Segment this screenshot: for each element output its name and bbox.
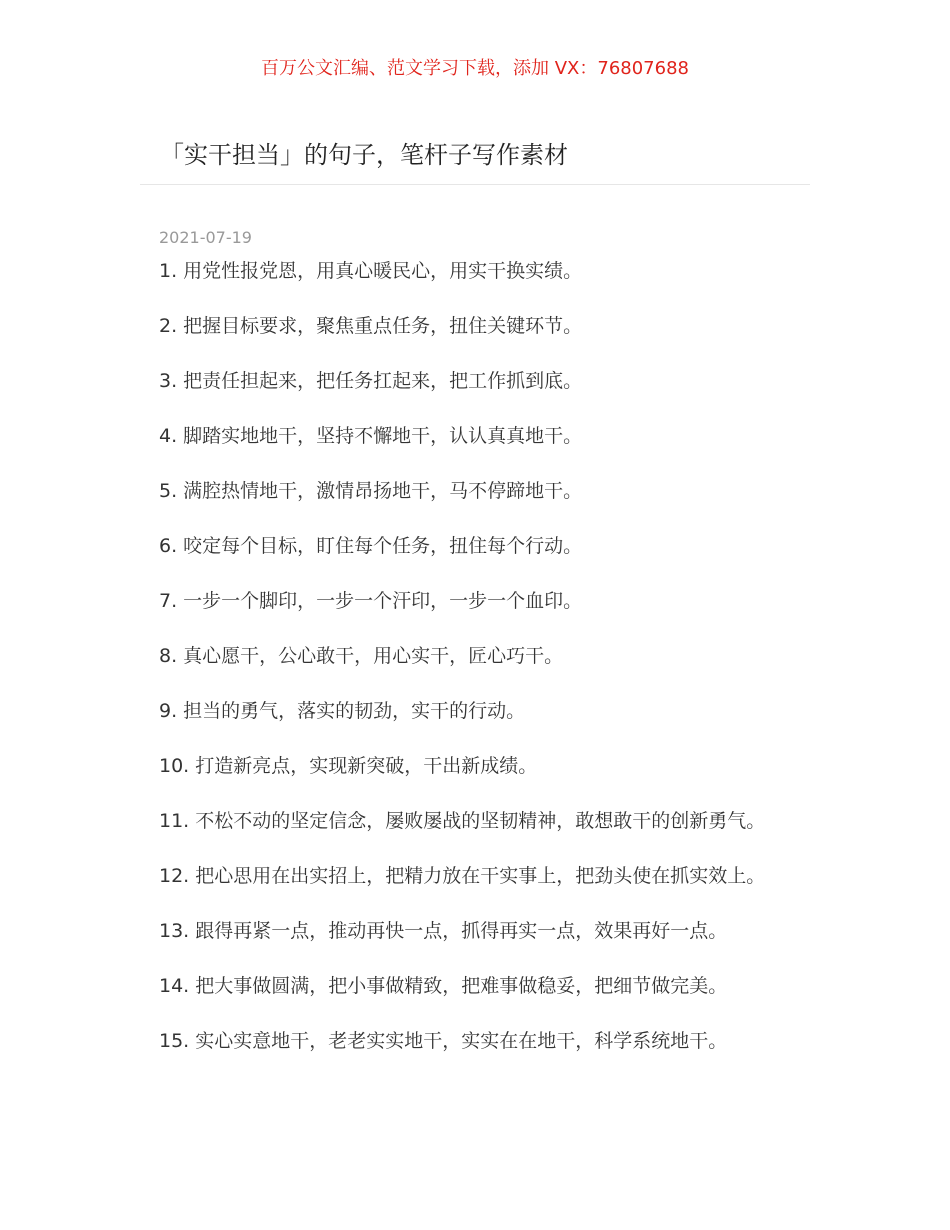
list-item: 14. 把大事做圆满，把小事做精致，把难事做稳妥，把细节做完美。 bbox=[159, 975, 728, 997]
list-item: 2. 把握目标要求，聚焦重点任务，扭住关键环节。 bbox=[159, 315, 583, 337]
list-item: 11. 不松不动的坚定信念，屡败屡战的坚韧精神，敢想敢干的创新勇气。 bbox=[159, 810, 766, 832]
sentence-list bbox=[159, 255, 799, 1080]
list-item: 1. 用党性报党恩，用真心暖民心，用实干换实绩。 bbox=[159, 260, 583, 282]
list-item: 13. 跟得再紧一点，推动再快一点，抓得再实一点，效果再好一点。 bbox=[159, 920, 728, 942]
list-item: 15. 实心实意地干，老老实实地干，实实在在地干，科学系统地干。 bbox=[159, 1030, 728, 1052]
promo-banner: 百万公文汇编、范文学习下载，添加 VX：76807688 bbox=[261, 58, 689, 79]
article-title: 「实干担当」的句子，笔杆子写作素材 bbox=[160, 141, 568, 169]
list-item: 4. 脚踏实地地干，坚持不懈地干，认认真真地干。 bbox=[159, 425, 583, 447]
list-item: 6. 咬定每个目标，盯住每个任务，扭住每个行动。 bbox=[159, 535, 583, 557]
list-item: 7. 一步一个脚印，一步一个汗印，一步一个血印。 bbox=[159, 590, 583, 612]
publish-date: 2021-07-19 bbox=[159, 228, 252, 247]
list-item: 12. 把心思用在出实招上，把精力放在干实事上，把劲头使在抓实效上。 bbox=[159, 865, 766, 887]
list-item: 9. 担当的勇气，落实的韧劲，实干的行动。 bbox=[159, 700, 526, 722]
list-item: 10. 打造新亮点，实现新突破，干出新成绩。 bbox=[159, 755, 538, 777]
list-item: 8. 真心愿干，公心敢干，用心实干，匠心巧干。 bbox=[159, 645, 564, 667]
list-item: 5. 满腔热情地干，激情昂扬地干，马不停蹄地干。 bbox=[159, 480, 583, 502]
title-divider bbox=[140, 184, 810, 185]
list-item: 3. 把责任担起来，把任务扛起来，把工作抓到底。 bbox=[159, 370, 583, 392]
